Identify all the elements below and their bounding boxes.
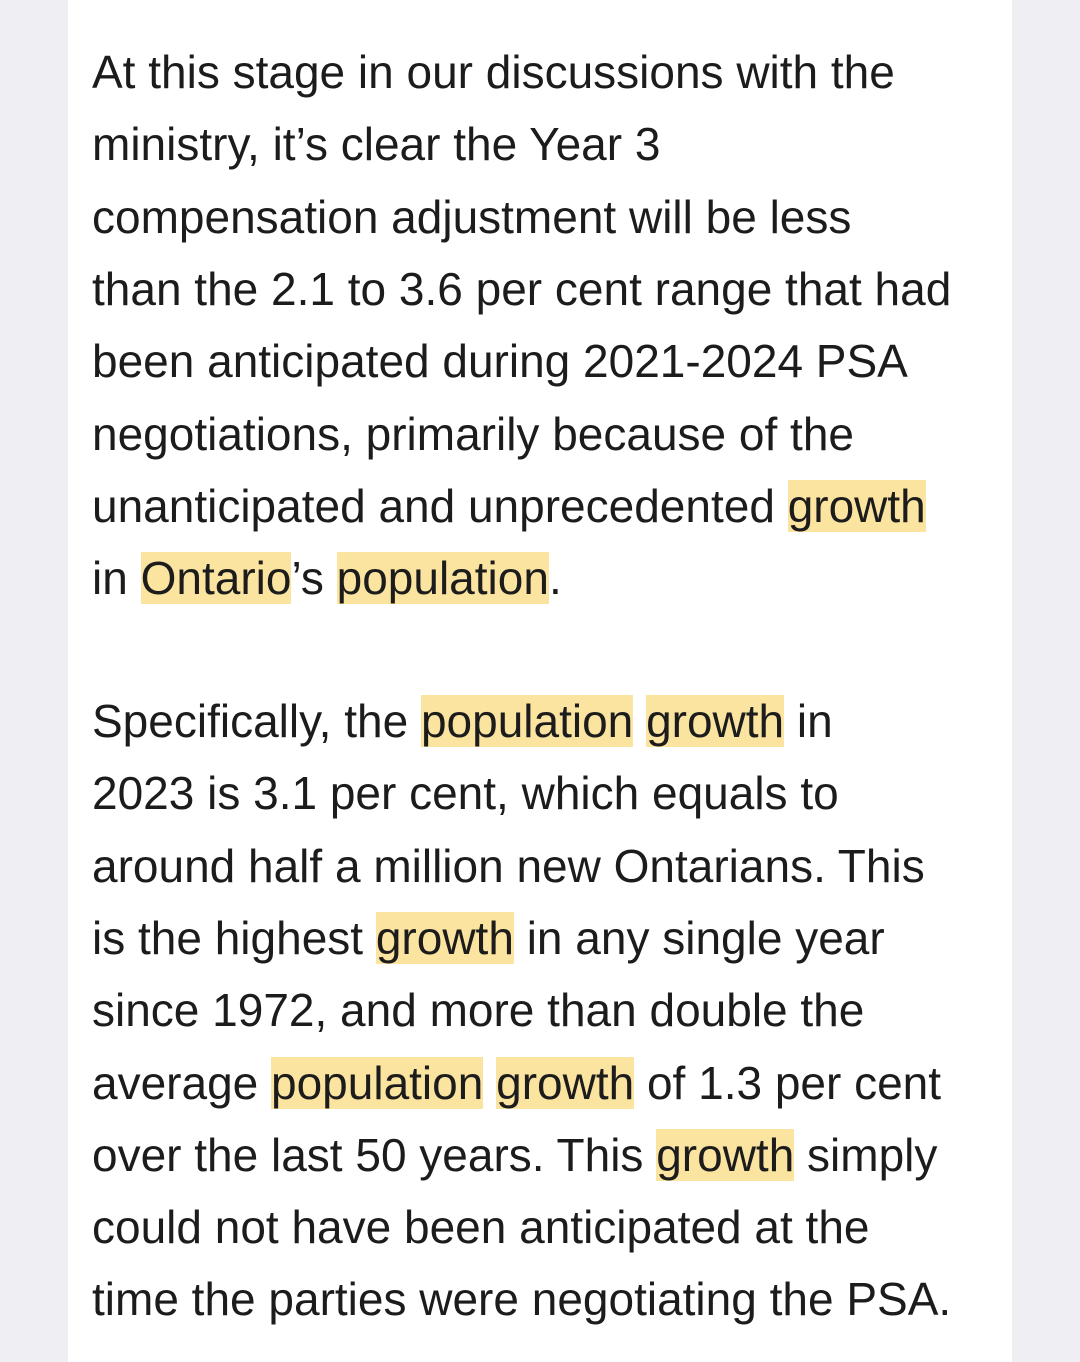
text-line (92, 404, 854, 464)
text-line (92, 691, 833, 751)
text-segment: over the last 50 years. This (92, 1128, 657, 1181)
text-segment: been anticipated during 2021-2024 PSA (92, 335, 908, 388)
text-line (92, 1053, 941, 1113)
text-line (92, 980, 864, 1040)
text-segment: ministry, it’s clear the Year 3 (92, 118, 661, 171)
highlighted-term: growth (656, 1128, 795, 1181)
highlighted-term: population (336, 552, 549, 605)
text-segment: . (548, 552, 562, 605)
text-segment: compensation adjustment will be less (92, 190, 852, 243)
text-line (92, 114, 660, 174)
text-line (92, 1125, 937, 1185)
text-line (92, 187, 851, 247)
text-segment (483, 1057, 496, 1109)
text-segment: since 1972, and more than double the (92, 984, 865, 1037)
text-line (92, 259, 951, 319)
text-line (92, 476, 926, 536)
text-segment: than the 2.1 to 3.6 per cent range that had (92, 262, 952, 315)
text-segment: negotiations, primarily because of the (92, 407, 854, 460)
text-segment: time the parties were negotiating the PSA. (92, 1273, 952, 1326)
highlighted-term: growth (496, 1056, 635, 1109)
text-line (92, 908, 885, 968)
text-segment: unanticipated and unprecedented (92, 479, 788, 532)
text-segment: around half a million new Ontarians. This (92, 839, 925, 892)
text-line (92, 836, 925, 896)
text-line (92, 42, 895, 102)
highlighted-term: growth (787, 479, 926, 532)
text-segment: in (784, 695, 833, 747)
text-segment: average (92, 1056, 272, 1109)
text-segment: ’s (291, 552, 337, 605)
text-segment: could not have been anticipated at the (92, 1201, 870, 1254)
text-segment: Specifically, the (92, 695, 421, 747)
highlighted-term: growth (375, 911, 514, 964)
text-line (92, 331, 908, 391)
text-segment: 2023 is 3.1 per cent, which equals to (92, 767, 839, 820)
text-segment: At this stage in our discussions with the (92, 46, 895, 98)
text-line (92, 548, 562, 608)
highlighted-term: growth (646, 695, 785, 747)
text-line (92, 1197, 870, 1257)
text-line (92, 1269, 951, 1329)
highlighted-term: population (420, 695, 634, 747)
text-segment: simply (794, 1128, 938, 1181)
text-line (92, 763, 839, 823)
highlighted-term: Ontario (140, 552, 292, 605)
highlighted-term: population (271, 1056, 484, 1109)
text-segment: of 1.3 per cent (634, 1056, 942, 1109)
text-segment: in (92, 552, 141, 605)
text-segment: is the highest (92, 911, 376, 964)
text-segment (633, 695, 646, 747)
text-segment: in any single year (513, 911, 885, 964)
